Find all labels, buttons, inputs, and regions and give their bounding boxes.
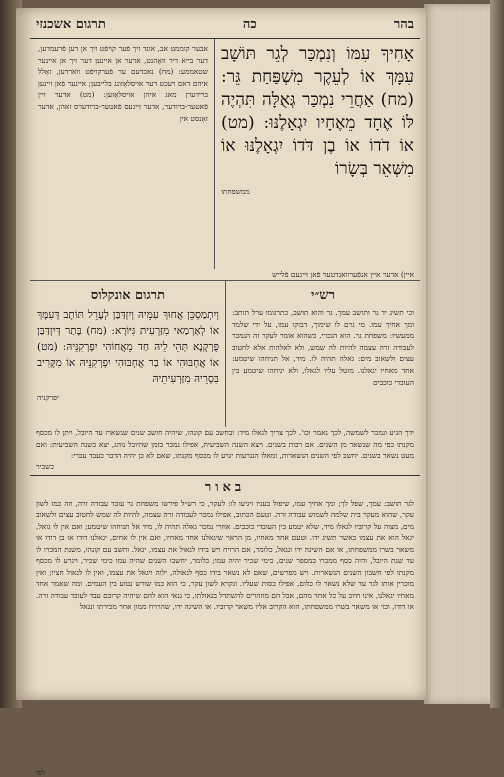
yiddish-translation: אבער קוממט אב, אונד זיך פֿער קויפֿט זיך אן דען פֿרעמדען, דער בייא דיר וואָהנט, אדער אן איינען דער זיך אן איינער שטאממע: (מח) נאכדעם ער פֿערקויפֿט ווארדען, זאָלל איהם דאס רעכט דער אויסלאָזונג בלייבען; איינער פֿאן זיינען ברידערן מאג איהן אויסלאָזען: (מט) אדער זיין פֿאטער-ברודער, אדער זיינעס פֿאטער-ברודערס זאהן, אדער זאָנסט אין	[38, 44, 208, 123]
rashi-continuation: ידך הגיע ונמכר לשמשה, לכך נאמר וכו'. לכך צריך לגאלו מיד: ובחשב עם קונהו, שיהיה חושב שנים שנשארו עד היובל, ויתן לו מכסף מקנתו כפי מה שנשאר מן השנים. אם רבות בשנים. ויצא השנה השביעית, אפילו נמכר בזמן שהיובל נוהג, יצא בשנה השביעית: ואם מעט נשאר בשנים. יחשב לפי השנים הנשארות, ומאלו הנגרעות יגרע לו מכסף מקנתו, שאם לא כן יהיה הדבר כעבד עברי:	[36, 428, 414, 461]
biur-catchword: לפי	[36, 767, 46, 777]
page-header	[30, 16, 420, 38]
translation-title: תרגום אשכנזי	[36, 17, 106, 32]
biur-text: לגר תושב: עמך, שפל לך; ומך אחיך עמו, שיפול בעניו ויגיעו לו: לעקר, כי רש״ל פירשו משפחת גר עובד עבודה זרה, וזה כמו לשון עקר, שהוא מעקר בית שלמה לשמוש עבודה זרה. וטעם הכתוב, אפילו נמכר לעבודה זרה עצמה, להיות לה שמש לחטוב עצים ולשאוב מים, מצוה על קרוביו לגאלו מיד, שלא יטמע בין העובדי כוכבים. אחרי נמכר גאלה תהיה לו, מיד אל תניחהו שיטמע; ואם אין לו גואל, יגאל הוא את עצמו כאשר תשיג ידו. וטעם אחד מאחיו, מן הראוי שיגאלנו אחד מאחיו, ואם אין לו אחים, יגאלנו דודו או בן דודו או משאר בשרו ממשפחתו, או אם השיגה ידו ונגאל, כלומר, אם הרויח ויש בידו לגאול את עצמו, יגאל. וחשב עם קונהו, משנת המכרו לו עד שנת היובל, והיה כסף ממכרו במספר שנים, כימי שכיר יהיה עמו; כלומר, יחשבו השנים שהיה עמו כימי שכיר, ויגרע לו מכסף מקנתו לפי חשבון השנים הנשארות. ויש מפרשים, שאם לא נשאר בידו כסף לגאולה, ילוה ויגאל את עצמו, ואין לו לגאול חציו; ואין מוכרין אותו לגר עד שלא נשאר לו כלום, אפילו כסות שעליו. ונקרא לשון עקר, כי הוא כמו שורש נטוע בין העמים. ומה שאמר אחד מאחיו יגאלנו, אינו חיוב על כל אחד מהם, אבל הם מוזהרים להשתדל בגאולתו, כי גנאי הוא להם שיהיה קרובם עבד לעובד עבודה זרה. או דודו, וכו׳ או משאר בשרו ממשפחתו, הוא הקרוב אליו משאר קרוביו. או השיגה ידו, שהרויח ממון אחר מכירתו ונגאל	[36, 498, 414, 612]
rashi-column	[226, 281, 420, 427]
rashi-text: וכי תשיג יד גר ותושב עמך. גר והוא תושב, כתרגומו ערל תותב: ומך אחיך עמו. מי גרם לו שימוך, דבוקו עמו, על ידי שלמד ממעשיו: משפחת גר. הוא הנכרי, כשהוא אומר לעקר זה הנמכר לעבודה זרה עצמה להיות לה שמש, ולא לאלהות אלא לחטוב עצים ולשאוב מים: גאלה תהיה לו. מיד, אל תניחהו שיטמע: אחד מאחיו יגאלנו. מוטל עליו לגאלו, ולא יניחהו שיטמע בין העובדי כוכבים	[232, 308, 414, 387]
yiddish-column	[32, 39, 215, 269]
page-edges	[424, 4, 498, 704]
torah-text: אָחִיךָ עִמּוֹ וְנִמְכַּר לְגֵר תּוֹשָׁב עִמָּךְ אוֹ לְעֵקֶר מִשְׁפַּחַת גֵּר: (מח) אַחֲרֵי נִמְכַּר גְּאֻלָּה תִּהְיֶה לּוֹ אֶחָד מֵאֶחָיו יִגְאָלֶנּוּ: (מט) אוֹ דֹדוֹ אוֹ בֶן דֹּדוֹ יִגְאָלֶנּוּ אוֹ מִשְּׁאֵר בְּשָׂרוֹ	[221, 44, 414, 179]
commentary-section	[30, 280, 420, 427]
book-cover-edge	[490, 0, 504, 708]
top-section	[30, 39, 420, 269]
rashi-end-word: כשכיר	[36, 461, 55, 471]
onkelos-column	[31, 281, 226, 427]
parsha-title: בהר	[393, 17, 414, 32]
catchword: ממשפחתו	[221, 187, 250, 196]
onkelos-title: תרגום אונקלוס	[90, 288, 166, 303]
torah-column	[215, 39, 420, 269]
onkelos-catchword: יפרקניה	[37, 393, 59, 402]
page-content	[30, 16, 420, 777]
folio-number: כה	[242, 17, 257, 32]
book-page	[16, 8, 426, 777]
yiddish-continuation: איין) אדער איין אנפֿערוואנדטער פֿאן זיינעם פֿלייש	[272, 270, 414, 279]
onkelos-text: וְיִתְמַסְכֵּן אֲחוּךְ עִמֵּיהּ וְיִזְדַּבַּן לְעָרֵל תּוֹתָב דְּעִמָּךְ אוֹ לְאַרְמַאי מִזַּרְעִית גִּיּוֹרָא: (מח) בָּתַר דְּיִזְדַּבַּן פֻּרְקָנָא תְּהֵי לֵיהּ חַד מֵאֲחוֹהִי יִפְרְקִנֵּיהּ: (מט) אוֹ אֲחְבּוּהִי אוֹ בַר אֲחְבּוּהִי יִפְרְקִנֵּיהּ אוֹ מִקָּרִיב בִּסְרֵיהּ מִזַּרְעִיתֵיהּ	[37, 309, 219, 385]
biur-title: באור	[30, 475, 420, 498]
rashi-title: רש״י	[311, 288, 335, 303]
